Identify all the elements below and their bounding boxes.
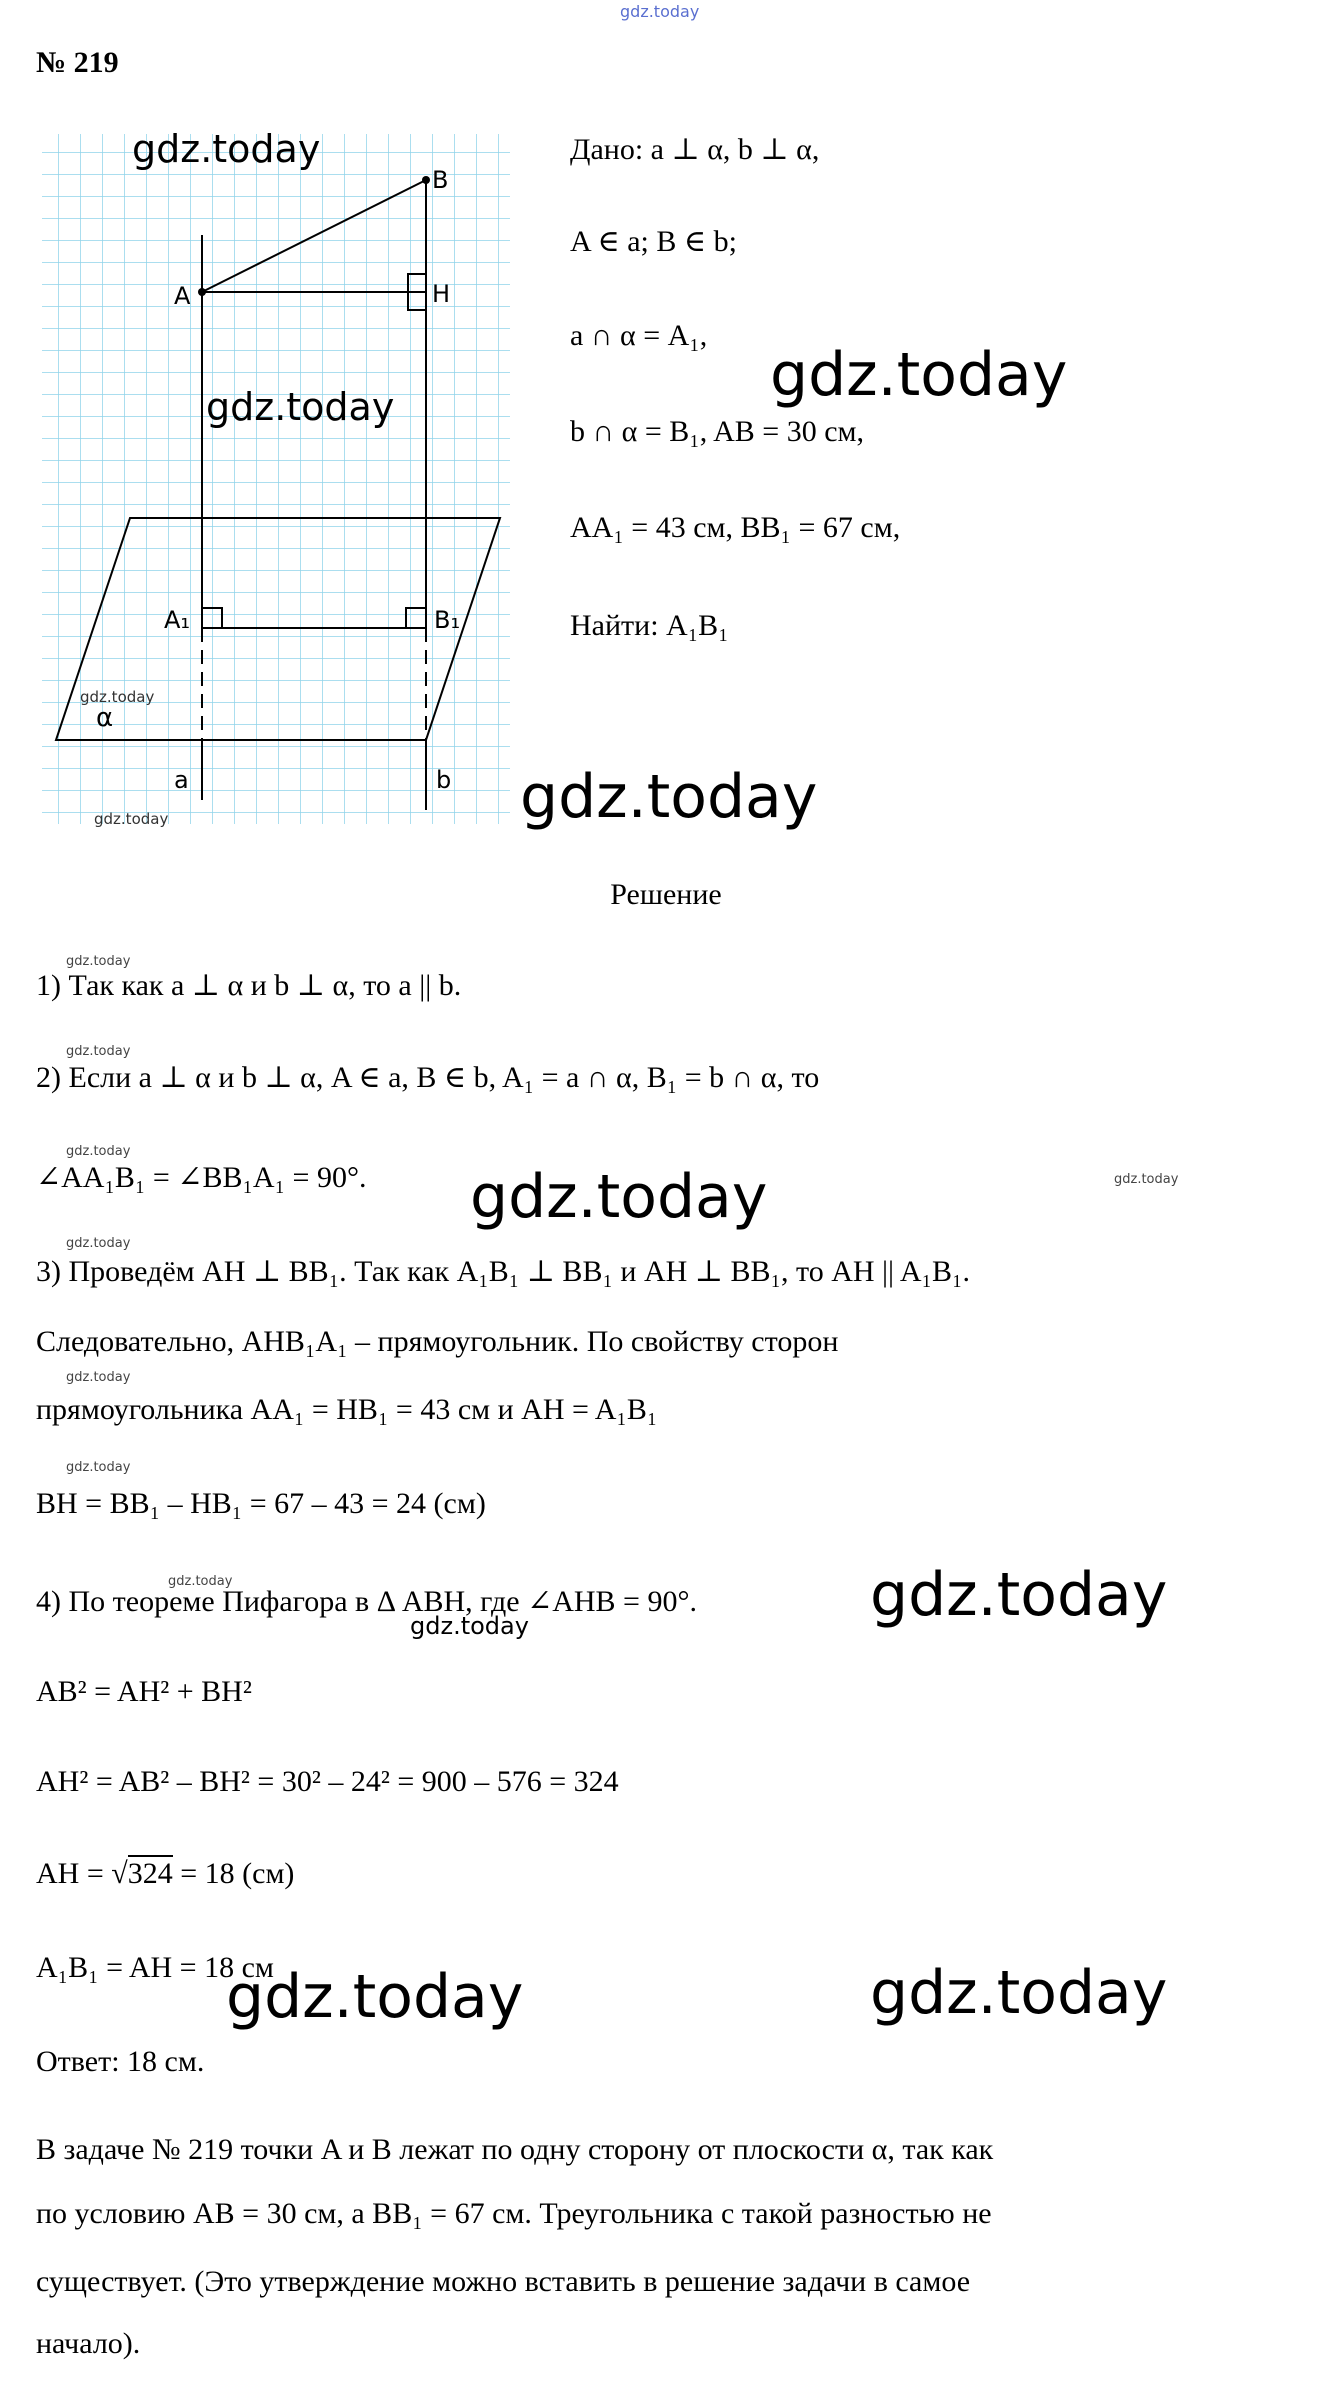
solution-formula-4: A₁B₁ = AH = 18 см [36,1951,274,1984]
label-b1-point: B₁ [434,606,461,634]
watermark-mid: gdz.today [410,1612,529,1640]
solution-step-3-cont-3: BH = BB₁ – HB₁ = 67 – 43 = 24 (см) [36,1487,486,1520]
figure-watermark-4: gdz.today [94,810,169,828]
geometry-figure [36,130,526,835]
figure-watermark-3: gdz.today [80,688,155,706]
formula-3-prefix: AH = [36,1857,112,1890]
note-line-1: В задаче № 219 точки A и B лежат по одну сторону от плоскости α, так как [36,2133,994,2166]
solution-formula-3 [36,1856,294,1892]
given-line-2: A ∈ a; B ∈ b; [570,225,737,258]
solution-step-3: 3) Проведём AH ⊥ BB₁. Так как A₁B₁ ⊥ BB₁ и AH ⊥ BB₁, то AH || A₁B₁. [36,1255,970,1288]
watermark-small-1: gdz.today [66,954,131,969]
note-line-3: существует. (Это утверждение можно вставить в решение задачи в самое [36,2265,971,2298]
solution-step-2-cont: ∠AA₁B₁ = ∠BB₁A₁ = 90°. [36,1161,367,1194]
answer: Ответ: 18 см. [36,2045,205,2078]
sqrt-radicand: 324 [127,1857,173,1890]
given-line-1: Дано: a ⊥ α, b ⊥ α, [570,133,820,166]
sqrt-sign: √ [111,1857,128,1890]
solution-step-2: 2) Если a ⊥ α и b ⊥ α, A ∈ a, B ∈ b, A₁ = a ∩ α, B₁ = b ∩ α, то [36,1061,820,1094]
solution-step-1: 1) Так как a ⊥ α и b ⊥ α, то a || b. [36,969,462,1002]
watermark-small-6: gdz.today [66,1370,131,1385]
watermark-small-7: gdz.today [66,1460,131,1475]
watermark-big-1: gdz.today [770,340,1068,410]
watermark-top: gdz.today [620,2,700,21]
note-line-2: по условию AB = 30 см, а BB₁ = 67 см. Треугольника с такой разностью не [36,2197,992,2230]
label-h-point: H [432,280,451,308]
watermark-small-2: gdz.today [66,1044,131,1059]
watermark-big-2: gdz.today [520,762,818,832]
solution-formula-2: AH² = AB² – BH² = 30² – 24² = 900 – 576 = 324 [36,1765,619,1798]
solution-step-3-cont-2: прямоугольника AA₁ = HB₁ = 43 см и AH = A₁B₁ [36,1393,658,1426]
solution-heading: Решение [610,878,722,911]
point-a [198,288,206,296]
label-b-point: B [432,166,449,194]
given-line-5: AA₁ = 43 см, BB₁ = 67 см, [570,511,901,544]
label-a-point: A [174,282,191,310]
given-line-6: Найти: A₁B₁ [570,609,729,642]
given-line-4: b ∩ α = B₁, AB = 30 см, [570,415,865,448]
label-line-a: a [174,766,189,794]
watermark-small-8: gdz.today [168,1574,233,1589]
label-alpha: α [96,703,114,733]
solution-step-4: 4) По теореме Пифагора в Δ ABH, где ∠AHB = 90°. [36,1585,697,1618]
label-a1-point: A₁ [164,606,191,634]
figure-watermark-1: gdz.today [132,130,321,171]
label-line-b: b [436,766,452,794]
note-line-4: начало). [36,2327,141,2360]
formula-3-suffix: = 18 (см) [172,1857,295,1890]
watermark-big-6: gdz.today [870,1958,1168,2028]
solution-formula-1: AB² = AH² + BH² [36,1675,252,1708]
watermark-big-4: gdz.today [870,1560,1168,1630]
solution-step-3-cont-1: Следовательно, AHB₁A₁ – прямоугольник. По свойству сторон [36,1325,839,1358]
watermark-small-3: gdz.today [66,1144,131,1159]
figure-watermark-2: gdz.today [206,385,395,429]
watermark-big-5: gdz.today [226,1962,524,2032]
point-b [422,176,430,184]
watermark-small-4: gdz.today [1114,1172,1179,1187]
watermark-small-5: gdz.today [66,1236,131,1251]
watermark-big-3: gdz.today [470,1162,768,1232]
given-line-3: a ∩ α = A₁, [570,319,708,352]
problem-number: № 219 [36,46,119,79]
figure-svg [36,130,526,830]
